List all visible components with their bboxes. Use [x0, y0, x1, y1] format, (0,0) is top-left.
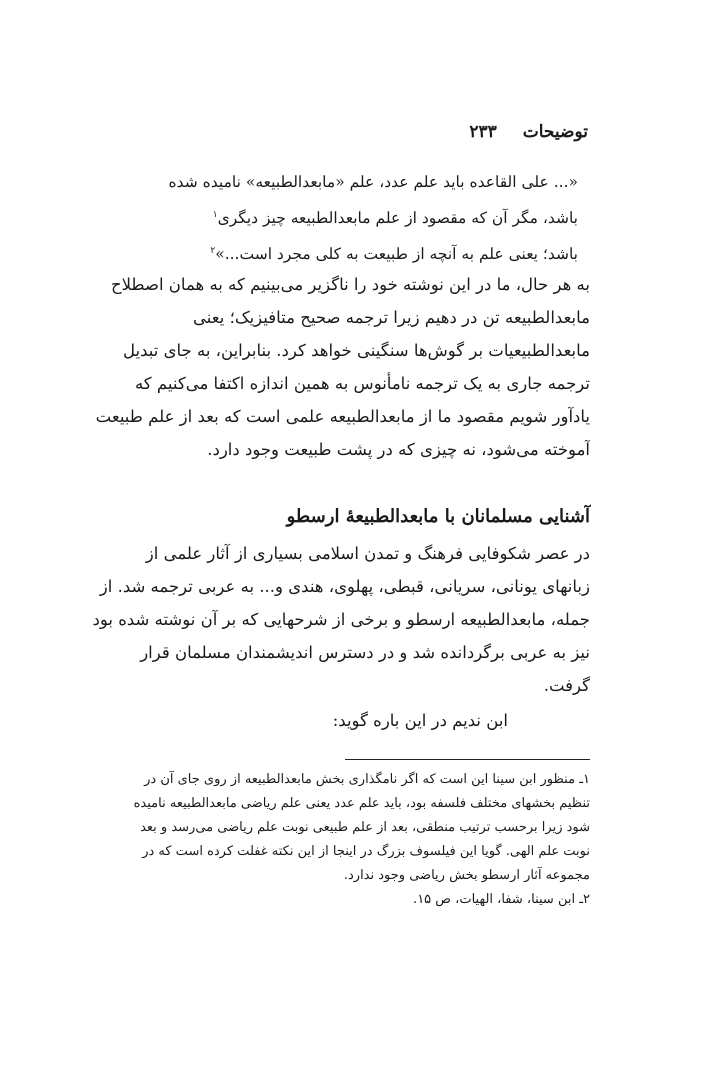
- running-header: [288, 122, 588, 146]
- paragraph-line: گرفت.: [543, 676, 590, 695]
- footnote-line: ۱ـ منظور ابن سینا این است که اگر نامگذاری بخش مابعدالطبیعه از روی جای آن در: [144, 772, 590, 787]
- paragraph-line: در عصر شکوفایی فرهنگ و تمدن اسلامی بسیاری از آثار علمی از: [145, 544, 590, 563]
- paragraph-line: آموخته می‌شود، نه چیزی که در پشت طبیعت وجود دارد.: [207, 440, 590, 459]
- quote-line-text: باشد؛ یعنی علم به آنچه از طبیعت به کلی مجرد است...»: [215, 245, 578, 264]
- footnote-line: شود زیرا برحسب ترتیب منطقی، بعد از علم طبیعی نوبت علم ریاضی می‌رسد و بعد: [140, 820, 590, 835]
- paragraph-2: [90, 537, 590, 702]
- paragraph-line: زبانهای یونانی، سریانی، قبطی، پهلوی، هندی و... به عربی ترجمه شد. از: [99, 577, 590, 596]
- footnotes: [90, 768, 590, 912]
- quote-line: [105, 235, 578, 271]
- quote-line: [105, 199, 578, 235]
- footnote-line: مجموعه آثار ارسطو بخش ریاضی وجود ندارد.: [343, 868, 590, 883]
- paragraph-1: [90, 268, 590, 466]
- paragraph-line: مابعدالطبیعیات بر گوش‌ها سنگینی خواهد کرد. بنابراین، به جای تبدیل: [123, 341, 590, 360]
- paragraph-line: مابعدالطبیعه تن در دهیم زیرا ترجمه صحیح متافیزیک؛ یعنی: [193, 308, 590, 327]
- footnote-2: ۲ـ ابن سینا، شفا، الهیات، ص ۱۵.: [413, 892, 590, 907]
- paragraph-line: ترجمه جاری به یک ترجمه نامأنوس به همین اندازه اکتفا می‌کنیم که: [134, 374, 590, 393]
- paragraph-line: یادآور شویم مقصود ما از مابعدالطبیعه علمی است که بعد از علم طبیعت: [95, 407, 590, 426]
- paragraph-line: نیز به عربی برگردانده شد و در دسترس اندیشمندان مسلمان قرار: [140, 643, 590, 662]
- footnote-line: نوبت علم الهی. گویا این فیلسوف بزرگ در اینجا از این نکته غفلت کرده است که در: [142, 844, 590, 859]
- footnote-ref: ۱: [212, 210, 218, 220]
- header-title: توضیحات: [522, 122, 588, 142]
- footnote-divider: [345, 759, 590, 760]
- quote-line: «... علی القاعده باید علم عدد، علم «مابعدالطبیعه» نامیده شده: [168, 173, 578, 191]
- footnote-ref: ۲: [210, 246, 216, 257]
- paragraph-line: به هر حال، ما در این نوشته خود را ناگزیر می‌بینیم که به همان اصطلاح: [110, 275, 590, 294]
- quote-block: [105, 166, 578, 271]
- footnote-line: تنظیم بخشهای مختلف فلسفه بود، باید علم عدد یعنی علم ریاضی مابعدالطبیعه نامیده: [133, 796, 590, 811]
- paragraph-3: ابن ندیم در این باره گوید:: [332, 711, 508, 730]
- quote-line-text: باشد، مگر آن که مقصود از علم مابعدالطبیعه چیز دیگری: [217, 209, 578, 228]
- page-number: ۲۳۳: [469, 122, 497, 142]
- paragraph-line: جمله، مابعدالطبیعه ارسطو و برخی از شرحهایی که بر آن نوشته شده بود: [92, 610, 590, 629]
- section-heading: آشنایی مسلمانان با مابعدالطبیعهٔ ارسطو: [286, 506, 590, 527]
